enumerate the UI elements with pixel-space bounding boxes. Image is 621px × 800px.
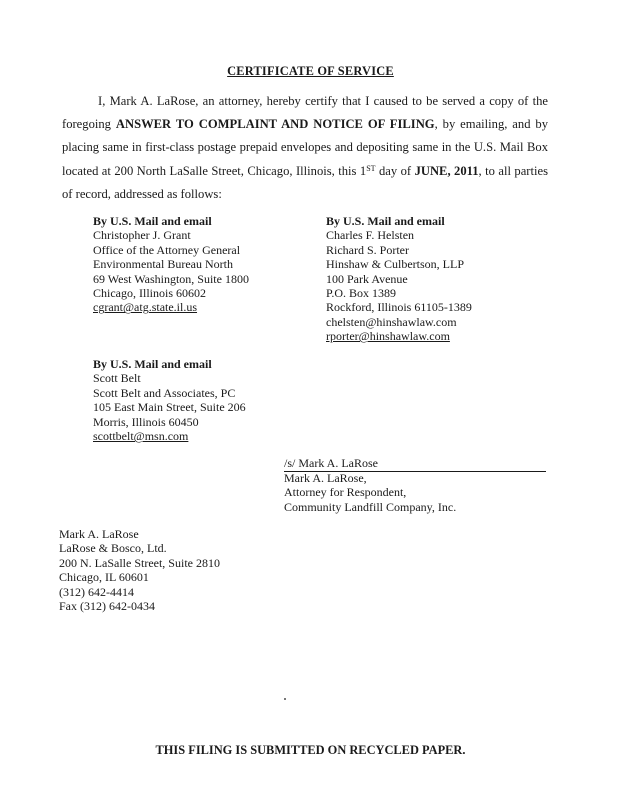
sender-line: LaRose & Bosco, Ltd. [59, 541, 167, 556]
address-line: Environmental Bureau North [93, 257, 233, 272]
address-line: Charles F. Helsten [326, 228, 415, 243]
body-text-4: , to all parties of record, addressed as follows: [62, 163, 548, 201]
address-line: Hinshaw & Culbertson, LLP [326, 257, 464, 272]
address-line: 105 East Main Street, Suite 206 [93, 400, 246, 415]
signature-line-text: Attorney for Respondent, [284, 485, 407, 500]
address-line: 69 West Washington, Suite 1800 [93, 271, 249, 286]
recipient-block [93, 214, 249, 315]
service-method: By U.S. Mail and email [93, 214, 212, 228]
recipient-block [93, 357, 246, 443]
certification-paragraph [62, 90, 548, 206]
sender-line: (312) 642-4414 [59, 584, 134, 599]
address-line: Office of the Attorney General [93, 242, 241, 257]
sender-block [59, 527, 220, 613]
signature-block [284, 471, 456, 514]
sender-line: 200 N. LaSalle Street, Suite 2810 [59, 555, 220, 570]
address-line: Scott Belt [93, 371, 141, 386]
signature-line-text: Mark A. LaRose, [284, 471, 367, 485]
body-text-3: day of [375, 163, 415, 178]
recipient-block [326, 214, 472, 344]
email-link[interactable]: scottbelt@msn.com [93, 429, 189, 444]
date-ordinal: ST [366, 163, 376, 173]
email-link[interactable]: rporter@hinshawlaw.com [326, 329, 450, 344]
address-line: P.O. Box 1389 [326, 286, 397, 301]
address-line: Richard S. Porter [326, 242, 409, 257]
document-name: ANSWER TO COMPLAINT AND NOTICE OF FILING [115, 117, 435, 132]
sender-line: Chicago, IL 60601 [59, 570, 149, 585]
address-line: Scott Belt and Associates, PC [93, 385, 236, 400]
sender-line: Mark A. LaRose [59, 527, 139, 541]
address-line: Rockford, Illinois 61105-1389 [326, 300, 472, 315]
service-date: JUNE, 2011 [414, 163, 479, 178]
email-text[interactable]: chelsten@hinshawlaw.com [326, 314, 457, 329]
email-link[interactable]: cgrant@atg.state.il.us [93, 300, 198, 315]
body-text-2: , by emailing, and by placing same in first-class postage prepaid envelopes and depositing same in the U.S. Mail Box located at 200 North LaSalle Street, Chicago, Illinois, this 1 [62, 117, 548, 178]
service-method: By U.S. Mail and email [326, 214, 445, 228]
scan-speck [284, 698, 286, 700]
signature-line-text: Community Landfill Company, Inc. [284, 499, 457, 514]
service-method: By U.S. Mail and email [93, 357, 212, 371]
address-line: Morris, Illinois 60450 [93, 414, 199, 429]
sender-line: Fax (312) 642-0434 [59, 599, 155, 614]
signature-text: /s/ Mark A. LaRose [284, 456, 378, 470]
address-line: Chicago, Illinois 60602 [93, 286, 206, 301]
address-line: Christopher J. Grant [93, 228, 191, 243]
recycled-paper-notice: THIS FILING IS SUBMITTED ON RECYCLED PAPER. [155, 743, 466, 757]
body-text-1: I, Mark A. LaRose, an attorney, hereby certify that I caused to be served a copy of the foregoing [62, 94, 548, 132]
document-title: CERTIFICATE OF SERVICE [227, 64, 394, 78]
address-line: 100 Park Avenue [326, 271, 408, 286]
